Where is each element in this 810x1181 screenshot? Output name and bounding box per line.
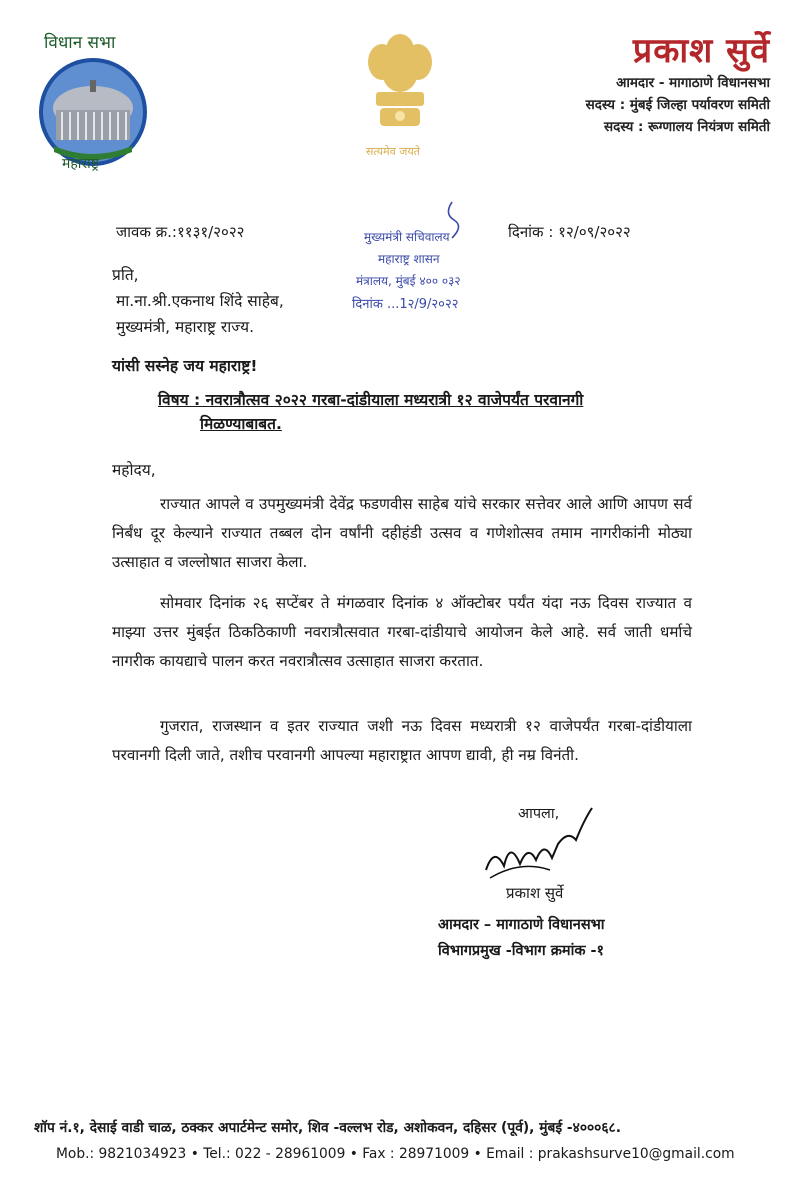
greeting: यांसी सस्नेह जय महाराष्ट्र! (112, 357, 258, 375)
handwritten-signature (480, 800, 600, 890)
subject-line-2: मिळण्याबाबत. (200, 415, 282, 433)
paragraph-2-text: सोमवार दिनांक २६ सप्टेंबर ते मंगळवार दिनांक ४ ऑक्टोबर पर्यंत यंदा नऊ दिवस राज्यात व माझ्या उत्तर मुंबईत ठिकठिकाणी नवरात्रौत्सवात गरबा-दांडीयाचे आयोजन केले आहे. सर्व जाती धर्माचे नागरीक कायद्याचे पालन करत नवरात्रौत्सव उत्साहात साजरा करतात. (112, 594, 692, 670)
footer-contact: Mob.: 9821034923 • Tel.: 022 - 28961009 • Fax : 28971009 • Email : prakashsurve10@gmail.com (56, 1146, 735, 1162)
footer-address: शॉप नं.१, देसाई वाडी चाळ, ठक्कर अपार्टमेन्ट समोर, शिव -वल्लभ रोड, अशोकवन, दहिसर (पूर्व), मुंबई -४०००६८. (34, 1120, 621, 1136)
signatory-name: प्रकाश सुर्वे (506, 884, 564, 902)
designation-line-1: आमदार – मागाठाणे विधानसभा (438, 917, 605, 933)
mla-title-line: आमदार - मागाठाणे विधानसभा (616, 75, 770, 91)
paragraph-3-text: गुजरात, राजस्थान व इतर राज्यात जशी नऊ दिवस मध्यरात्री १२ वाजेपर्यंत गरबा-दांडीयाला परवानगी दिली जाते, तशीच परवानगी आपल्या महाराष्ट्रात आपण द्यावी, ही नम्र विनंती. (112, 717, 692, 764)
stamp-line-3: मंत्रालय, मुंबई ४०० ०३२ (356, 274, 461, 288)
committee-line-1: सदस्य : मुंबई जिल्हा पर्यावरण समिती (585, 97, 770, 113)
paragraph-2 (112, 589, 692, 676)
logo-bottom-text: महाराष्ट्र (62, 156, 99, 172)
paragraph-1-text: राज्यात आपले व उपमुख्यमंत्री देवेंद्र फडणवीस साहेब यांचे सरकार सत्तेवर आले आणि आपण सर्व निर्बंध दूर केल्याने राज्यात तब्बल दोन वर्षांनी दहीहंडी उत्सव व गणेशोत्सव तमाम नागरीकांनी मोठ्या उत्साहात व जल्लोषात साजरा केला. (112, 495, 692, 571)
logo-top-text: विधान सभा (44, 33, 116, 53)
recipient-line-2: मुख्यमंत्री, महाराष्ट्र राज्य. (116, 318, 255, 336)
recipient-block (112, 262, 284, 340)
stamp-line-4: दिनांक ...1२/9/२०२२ (352, 297, 459, 312)
letter-date: दिनांक : १२/०९/२०२२ (508, 223, 631, 241)
stamp-line-2: महाराष्ट्र शासन (378, 252, 440, 266)
letterhead-brand (586, 26, 770, 138)
recipient-prefix: प्रति, (112, 266, 139, 284)
salutation: महोदय, (112, 461, 156, 479)
recipient-line-1: मा.ना.श्री.एकनाथ शिंदे साहेब, (116, 292, 284, 310)
reference-number: जावक क्र.:११३१/२०२२ (116, 223, 245, 241)
subject (158, 388, 678, 436)
designation-block (438, 912, 605, 964)
designation-line-2: विभागप्रमुख -विभाग क्रमांक -१ (438, 943, 605, 959)
received-stamp (344, 208, 526, 326)
mla-name: प्रकाश सुर्वे (632, 31, 770, 71)
closing: आपला, (518, 806, 560, 822)
paragraph-1 (112, 490, 692, 577)
paragraph-3 (112, 712, 692, 770)
committee-line-2: सदस्य : रूग्णालय नियंत्रण समिती (603, 119, 770, 135)
stamp-line-1: मुख्यमंत्री सचिवालय (364, 230, 450, 244)
subject-line-1: विषय : नवरात्रौत्सव २०२२ गरबा-दांडीयाला मध्यरात्री १२ वाजेपर्यंत परवानगी (158, 391, 584, 409)
emblem-motto: सत्यमेव जयते (366, 145, 421, 158)
